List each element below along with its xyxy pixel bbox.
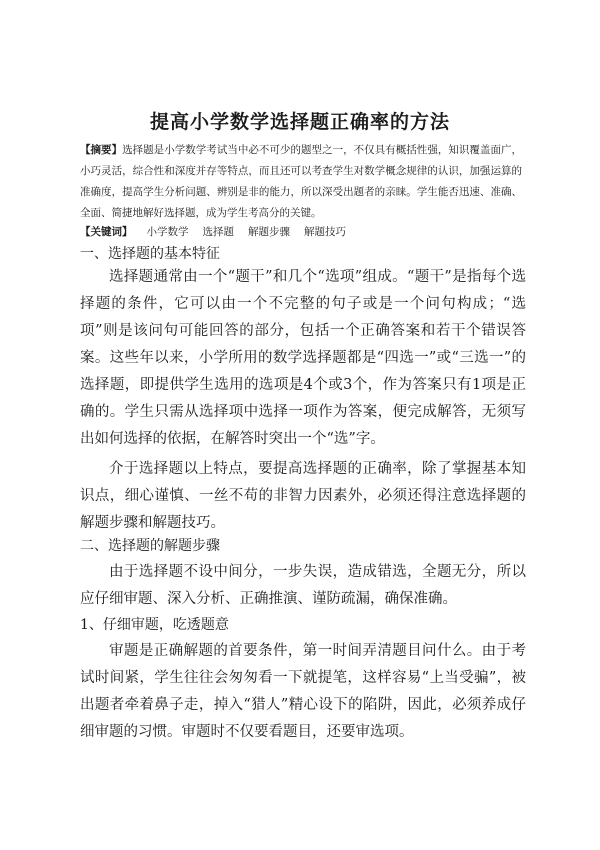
paragraph: 由于选择题不设中间分，一步失误，造成错选，全题无分，所以应仔细审题、深入分析、正确推演、谨防疏漏，确保准确。 xyxy=(80,564,526,607)
document-title: 提高小学数学选择题正确率的方法 xyxy=(149,111,450,133)
keyword: 选择题 xyxy=(202,226,234,238)
abstract-tag: 【摘要】 xyxy=(80,144,123,156)
keyword: 解题技巧 xyxy=(304,226,346,238)
subsection-heading: 1、仔细审题，吃透题意 xyxy=(80,617,229,633)
abstract xyxy=(80,140,522,224)
keywords xyxy=(80,222,522,243)
section-heading: 一、选择题的基本特征 xyxy=(80,246,220,262)
keyword: 小学数学 xyxy=(146,226,189,238)
keyword: 解题步骤 xyxy=(248,226,290,238)
paragraph: 选择题通常由一个“题干”和几个“选项”组成。“题干”是指每个选择题的条件，它可以由一个不完整的句子或是一个问句构成；“选项”则是该问句可能回答的部分，包括一个正确答案和若干个错误答案。这些年以来，小学所用的数学选择题都是“四选一”或“三选一”的选择题，即提供学生选用的选项是4个或3个，作为答案只有1项是正确的。学生只需从选择项中选择一项作为答案，便完成解答，无须写出如何选择的依据，在解答时突出一个“选”字。 xyxy=(80,269,526,447)
keywords-tag: 【关键词】 xyxy=(80,226,133,238)
abstract-text: 选择题是小学数学考试当中必不可少的题型之一，不仅具有概括性强，知识覆盖面广，小巧灵活，综合性和深度并存等特点，而且还可以考查学生对数学概念规律的认识，加强运算的准确度，提高学生分析问题、辨别是非的能力，所以深受出题者的亲睐。学生能否迅速、准确、全面、简捷地解好选择题，成为学生考高分的关键。 xyxy=(80,144,523,219)
section-heading: 二、选择题的解题步骤 xyxy=(80,538,220,554)
paragraph: 审题是正确解题的首要条件，第一时间弄清题目问什么。由于考试时间紧，学生往往会匆匆看一下就提笔，这样容易“上当受骗”，被出题者牵着鼻子走，掉入“猎人”精心设下的陷阱，因此，必须养成仔细审题的习惯。审题时不仅要看题目，还要审选项。 xyxy=(80,643,526,740)
paragraph: 介于选择题以上特点，要提高选择题的正确率，除了掌握基本知识点，细心谨慎、一丝不苟的非智力因素外，必须还得注意选择题的解题步骤和解题技巧。 xyxy=(80,461,526,531)
